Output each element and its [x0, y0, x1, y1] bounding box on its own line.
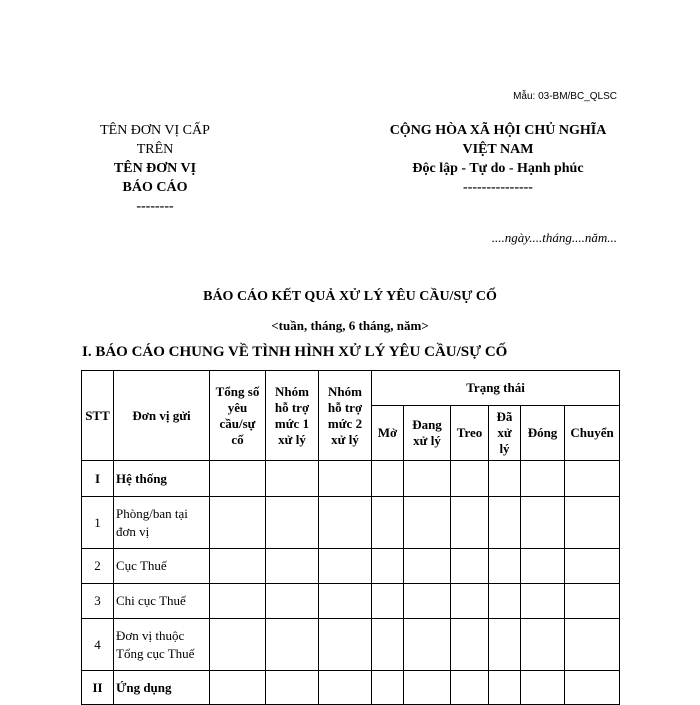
header-group2: Nhóm hỗ trợ mức 2 xử lý: [319, 371, 372, 461]
date-line: ....ngày....tháng....năm...: [491, 230, 617, 245]
national-motto-block: [352, 121, 644, 197]
header-open: Mở: [372, 406, 404, 461]
reporting-unit-line1: TÊN ĐƠN VỊ: [113, 161, 197, 176]
table-row: [82, 497, 620, 549]
reporting-unit-line2: BÁO CÁO: [122, 180, 188, 195]
row-unit: Ứng dụng: [114, 671, 210, 705]
section-heading: I. BÁO CÁO CHUNG VỀ TÌNH HÌNH XỬ LÝ YÊU CẦU/SỰ CỐ: [82, 344, 508, 360]
header-total: Tổng số yêu cầu/sự cố: [210, 371, 266, 461]
motto: Độc lập - Tự do - Hạnh phúc: [412, 161, 584, 176]
issuing-unit-block: [70, 121, 240, 216]
row-unit: Chi cục Thuế: [114, 584, 210, 619]
header-closed: Đóng: [521, 406, 565, 461]
header-unit: Đơn vị gửi: [114, 371, 210, 461]
table-row: [82, 671, 620, 705]
right-divider: ---------------: [463, 180, 533, 195]
row-stt: 1: [82, 497, 114, 549]
row-unit: Cục Thuế: [114, 549, 210, 584]
row-unit: Đơn vị thuộc Tổng cục Thuế: [114, 619, 210, 671]
country-name-line1: CỘNG HÒA XÃ HỘI CHỦ NGHĨA: [389, 123, 607, 138]
table-row: [82, 619, 620, 671]
form-code: Mẫu: 03-BM/BC_QLSC: [513, 91, 617, 102]
header-processing: Đang xử lý: [404, 406, 451, 461]
table-row: [82, 549, 620, 584]
report-table: [81, 370, 620, 705]
left-divider: --------: [136, 199, 174, 214]
superior-unit-line1: TÊN ĐƠN VỊ CẤP: [100, 123, 210, 138]
row-unit: Phòng/ban tại đơn vị: [114, 497, 210, 549]
report-title: BÁO CÁO KẾT QUẢ XỬ LÝ YÊU CẦU/SỰ CỐ: [203, 289, 497, 304]
header-transferred: Chuyển: [565, 406, 620, 461]
table-row: [82, 584, 620, 619]
superior-unit-line2: TRÊN: [136, 142, 174, 157]
header-stt: STT: [82, 371, 114, 461]
country-name-line2: VIỆT NAM: [462, 142, 534, 157]
row-stt: 3: [82, 584, 114, 619]
row-stt: 4: [82, 619, 114, 671]
table-row: [82, 461, 620, 497]
header-pending: Treo: [451, 406, 489, 461]
row-stt: II: [82, 671, 114, 705]
header-group1: Nhóm hỗ trợ mức 1 xử lý: [266, 371, 319, 461]
row-stt: 2: [82, 549, 114, 584]
row-unit: Hệ thống: [114, 461, 210, 497]
report-period: <tuần, tháng, 6 tháng, năm>: [271, 318, 429, 333]
row-stt: I: [82, 461, 114, 497]
header-processed: Đã xử lý: [489, 406, 521, 461]
header-status: Trạng thái: [372, 371, 620, 406]
